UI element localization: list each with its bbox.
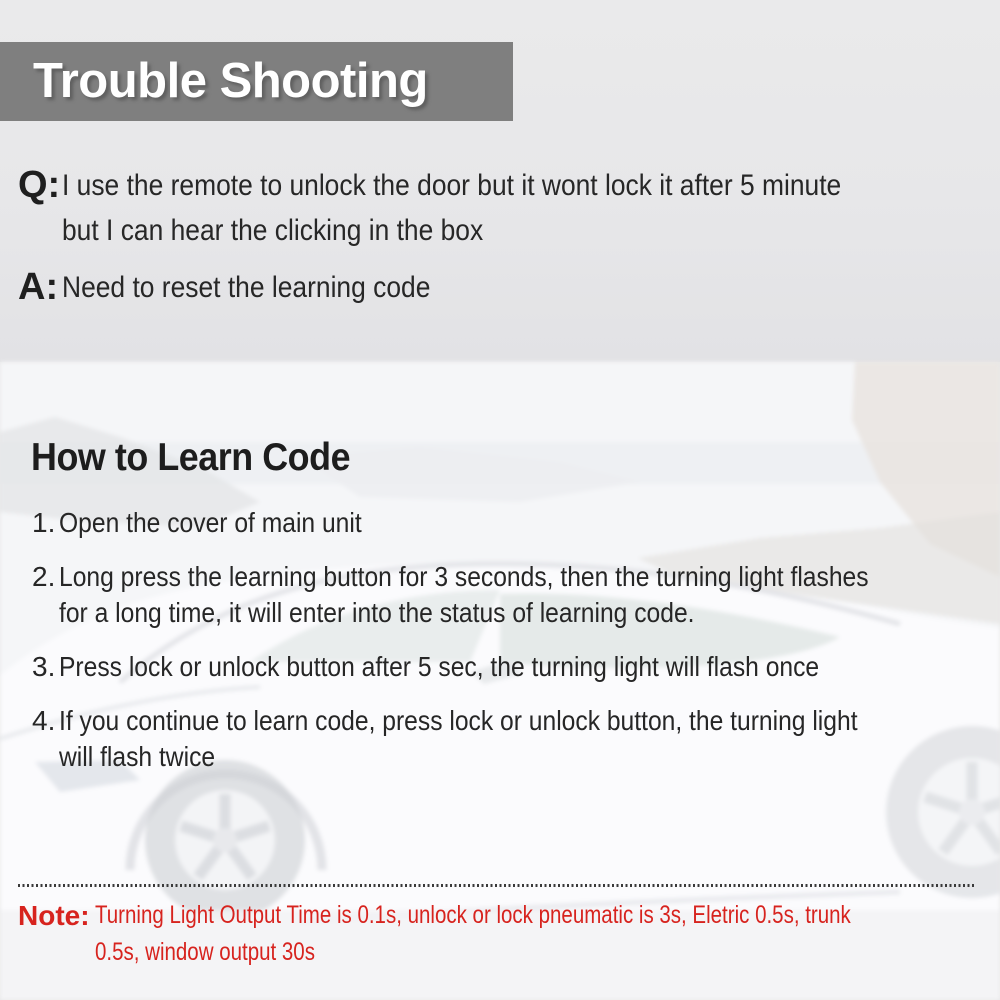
question-line-2: but I can hear the clicking in the box bbox=[62, 214, 484, 247]
step-item-1 bbox=[32, 505, 992, 541]
steps-list bbox=[32, 505, 992, 793]
note-section bbox=[18, 897, 988, 971]
step-line: If you continue to learn code, press lock or unlock button, the turning light bbox=[59, 705, 858, 736]
step-item-2 bbox=[32, 559, 992, 631]
answer-text-wrap bbox=[62, 265, 988, 310]
step-number: 1. bbox=[32, 507, 56, 538]
note-line-1: Turning Light Output Time is 0.1s, unlock or lock pneumatic is 3s, Eletric 0.5s, trunk bbox=[95, 901, 851, 929]
step-line: Long press the learning button for 3 seconds, then the turning light flashes bbox=[59, 561, 869, 592]
step-text bbox=[59, 703, 992, 775]
answer-text: Need to reset the learning code bbox=[62, 271, 431, 304]
step-line: Press lock or unlock button after 5 sec, the turning light will flash once bbox=[59, 651, 820, 682]
question-line-1: I use the remote to unlock the door but it wont lock it after 5 minute bbox=[62, 169, 842, 202]
step-line: will flash twice bbox=[59, 741, 216, 772]
step-number: 3. bbox=[32, 651, 56, 682]
dotted-divider bbox=[18, 884, 974, 887]
step-text bbox=[59, 649, 992, 685]
step-text bbox=[59, 559, 992, 631]
note-line-2: 0.5s, window output 30s bbox=[95, 938, 315, 966]
note-label: Note: bbox=[18, 900, 90, 931]
step-item-3 bbox=[32, 649, 992, 685]
qa-section bbox=[18, 163, 988, 310]
title-banner bbox=[0, 42, 513, 121]
step-line: for a long time, it will enter into the status of learning code. bbox=[59, 597, 695, 628]
answer-row bbox=[18, 265, 988, 310]
question-label: Q: bbox=[18, 164, 61, 206]
step-number: 2. bbox=[32, 561, 56, 592]
step-number: 4. bbox=[32, 705, 56, 736]
question-row bbox=[18, 163, 988, 253]
section-title-how-to-learn-code: How to Learn Code bbox=[31, 436, 351, 479]
answer-label: A: bbox=[18, 266, 59, 308]
step-item-4 bbox=[32, 703, 992, 775]
note-text bbox=[95, 897, 1000, 971]
page-title: Trouble Shooting bbox=[33, 54, 428, 108]
step-line: Open the cover of main unit bbox=[59, 507, 362, 538]
question-text bbox=[62, 163, 988, 253]
step-text bbox=[59, 505, 992, 541]
